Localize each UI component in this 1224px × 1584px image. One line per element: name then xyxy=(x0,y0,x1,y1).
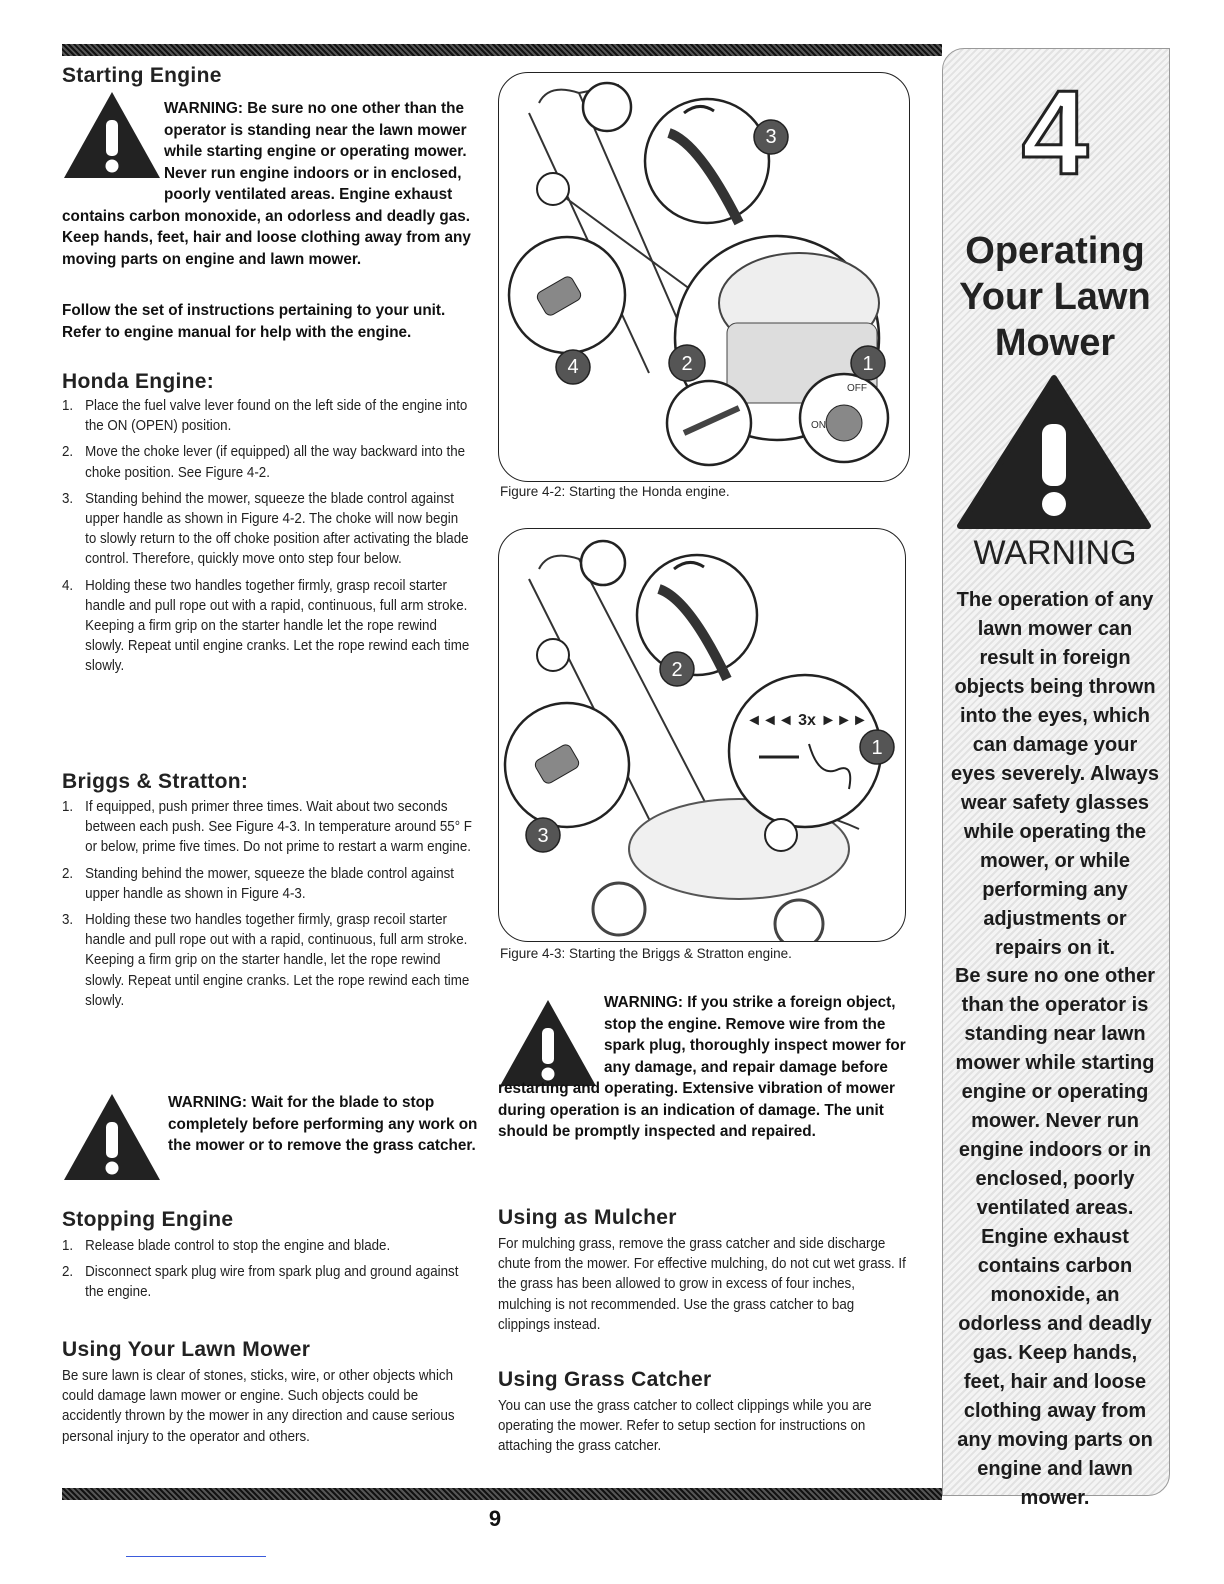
off-label: OFF xyxy=(847,383,867,394)
chapter-title-line: Mower xyxy=(994,322,1116,364)
callout-1: 1 xyxy=(871,737,883,759)
warning-heading: WARNING xyxy=(973,534,1137,572)
chapter-number-box xyxy=(1005,66,1105,200)
chapter-title xyxy=(948,228,1162,366)
figure-4-3-illustration xyxy=(499,529,905,941)
list-item: 4. Holding these two handles together firmly, grasp recoil starter handle and pull rope out with a rapid, continuous, full arm stroke. Keeping a firm grip on the starter handle let the rope rewind slowly. Repeat until engine cranks. Let the rope rewind each time slowly. xyxy=(62,576,470,675)
callout-2: 2 xyxy=(671,659,683,681)
chapter-title-line: Your Lawn xyxy=(959,276,1151,318)
callout-1: 1 xyxy=(862,353,874,375)
figure-4-3-frame xyxy=(498,528,906,942)
callout-2: 2 xyxy=(681,353,693,375)
heading-stopping-engine: Stopping Engine xyxy=(62,1208,234,1231)
using-mower-text: Be sure lawn is clear of stones, sticks, wire, or other objects which could damage lawn mower or engine. Such objects could be accidently thrown by the mower in any direction and cause serious personal injury to the operator and others. xyxy=(62,1367,455,1445)
blade-stop-warning: WARNING: Wait for the blade to stop completely before performing any work on the mower or to remove the grass catcher. xyxy=(168,1094,478,1154)
list-item: 2. Standing behind the mower, squeeze the blade control against upper handle as shown in Figure 4-3. xyxy=(62,864,455,902)
top-rule xyxy=(62,44,942,56)
figure-4-2-illustration xyxy=(499,73,909,481)
stopping-steps xyxy=(62,1236,471,1309)
heading-using-grass-catcher: Using Grass Catcher xyxy=(498,1368,712,1391)
page-number: 9 xyxy=(488,1506,502,1531)
footer-link-underline xyxy=(126,1556,266,1557)
starting-engine-note: Follow the set of instructions pertaining to your unit. Refer to engine manual for help with the engine. xyxy=(62,302,446,341)
list-item: 2. Disconnect spark plug wire from spark plug and ground against the engine. xyxy=(62,1263,459,1301)
bottom-rule xyxy=(62,1488,942,1500)
figure-4-3-caption: Figure 4-3: Starting the Briggs & Stratton engine. xyxy=(500,946,792,961)
heading-honda-engine: Honda Engine: xyxy=(62,370,215,393)
large-warning-triangle-icon xyxy=(956,374,1152,530)
foreign-object-warning-text: WARNING: If you strike a foreign object, stop the engine. Remove wire from the spark plug, thoroughly inspect mower for any damage, and repair damage before restarting and operating. Extensive vibration of mower during operation is an indication of damage. The unit should be promptly inspected and repaired. xyxy=(498,994,906,1140)
starting-engine-warning-text: WARNING: Be sure no one other than the operator is standing near the lawn mower while starting engine or operating mower. Never run engine indoors or in enclosed, poorly ventilated areas. Engine exhaust contains carbon monoxide, an odorless and deadly gas. Keep hands, feet, hair and loose clothing away from any moving parts on engine and lawn mower. xyxy=(62,100,471,268)
heading-using-your-lawn-mower: Using Your Lawn Mower xyxy=(62,1338,311,1361)
foreign-object-warning xyxy=(498,992,910,1143)
warning-triangle-icon xyxy=(62,1090,162,1182)
callout-4: 4 xyxy=(567,356,579,378)
heading-starting-engine: Starting Engine xyxy=(62,64,222,87)
heading-briggs-stratton: Briggs & Stratton: xyxy=(62,770,249,793)
heading-using-as-mulcher: Using as Mulcher xyxy=(498,1206,677,1229)
list-item: 2. Move the choke lever (if equipped) all the way backward into the choke position. See Figure 4-2. xyxy=(62,443,466,481)
figure-4-2-caption: Figure 4-2: Starting the Honda engine. xyxy=(500,484,730,499)
honda-steps xyxy=(62,396,471,683)
list-item: 1. Release blade control to stop the engine and blade. xyxy=(62,1237,391,1254)
list-item: 1. If equipped, push primer three times. Wait about two seconds between each push. See Figure 4-3. In temperature around 55° F or below, prime five times. Do not prime to restart a warm engine. xyxy=(62,798,472,856)
sidebar-warning-paragraph-1: The operation of any lawn mower can result in foreign objects being thrown into the eyes, which can damage your eyes severely. Always wear safety glasses while operating the mower, or while performing any adjustments or repairs on it. xyxy=(951,589,1159,959)
chapter-title-line: Operating xyxy=(965,230,1145,272)
mulcher-text: For mulching grass, remove the grass catcher and side discharge chute from the mower. For effective mulching, do not cut wet grass. If the grass has been allowed to grow in excess of four inches, mulching is not recommended. Use the grass catcher to bag clippings instead. xyxy=(498,1235,906,1333)
on-label: ON xyxy=(811,420,826,431)
repeat-3x-label: ◄◄◄ 3x ►►► xyxy=(746,712,868,729)
starting-engine-warning xyxy=(62,98,482,270)
sidebar-warning-paragraph-2: Be sure no one other than the operator is standing near lawn mower while starting engine or operating mower. Never run engine indoors or in enclosed, poorly ventilated areas. Engine exhaust contains carbon monoxide, an odorless and deadly gas. Keep hands, feet, hair and loose clothing away from any moving parts on engine and lawn mower. xyxy=(954,965,1156,1509)
callout-3: 3 xyxy=(765,126,777,148)
chapter-number: 4 xyxy=(1021,66,1089,200)
list-item: 3. Standing behind the mower, squeeze the blade control against upper handle as shown in Figure 4-2. The choke will now begin to slowly return to the off choke position after activating the blade control. Therefore, quickly move onto step four below. xyxy=(62,489,469,568)
list-item: 3. Holding these two handles together firmly, grasp recoil starter handle and pull rope out with a rapid, continuous, full arm stroke. Keeping a firm grip on the starter handle, let the rope rewind slowly. Repeat until engine cranks. Let the rope rewind each time slowly. xyxy=(62,911,470,1009)
list-item: 1. Place the fuel valve lever found on the left side of the engine into the ON (OPEN) position. xyxy=(62,397,468,435)
callout-3: 3 xyxy=(537,825,549,847)
figure-4-2-frame xyxy=(498,72,910,482)
catcher-text: You can use the grass catcher to collect clippings while you are operating the mower. Refer to setup section for instructions on attaching the grass catcher. xyxy=(498,1397,872,1455)
briggs-steps xyxy=(62,797,482,1017)
